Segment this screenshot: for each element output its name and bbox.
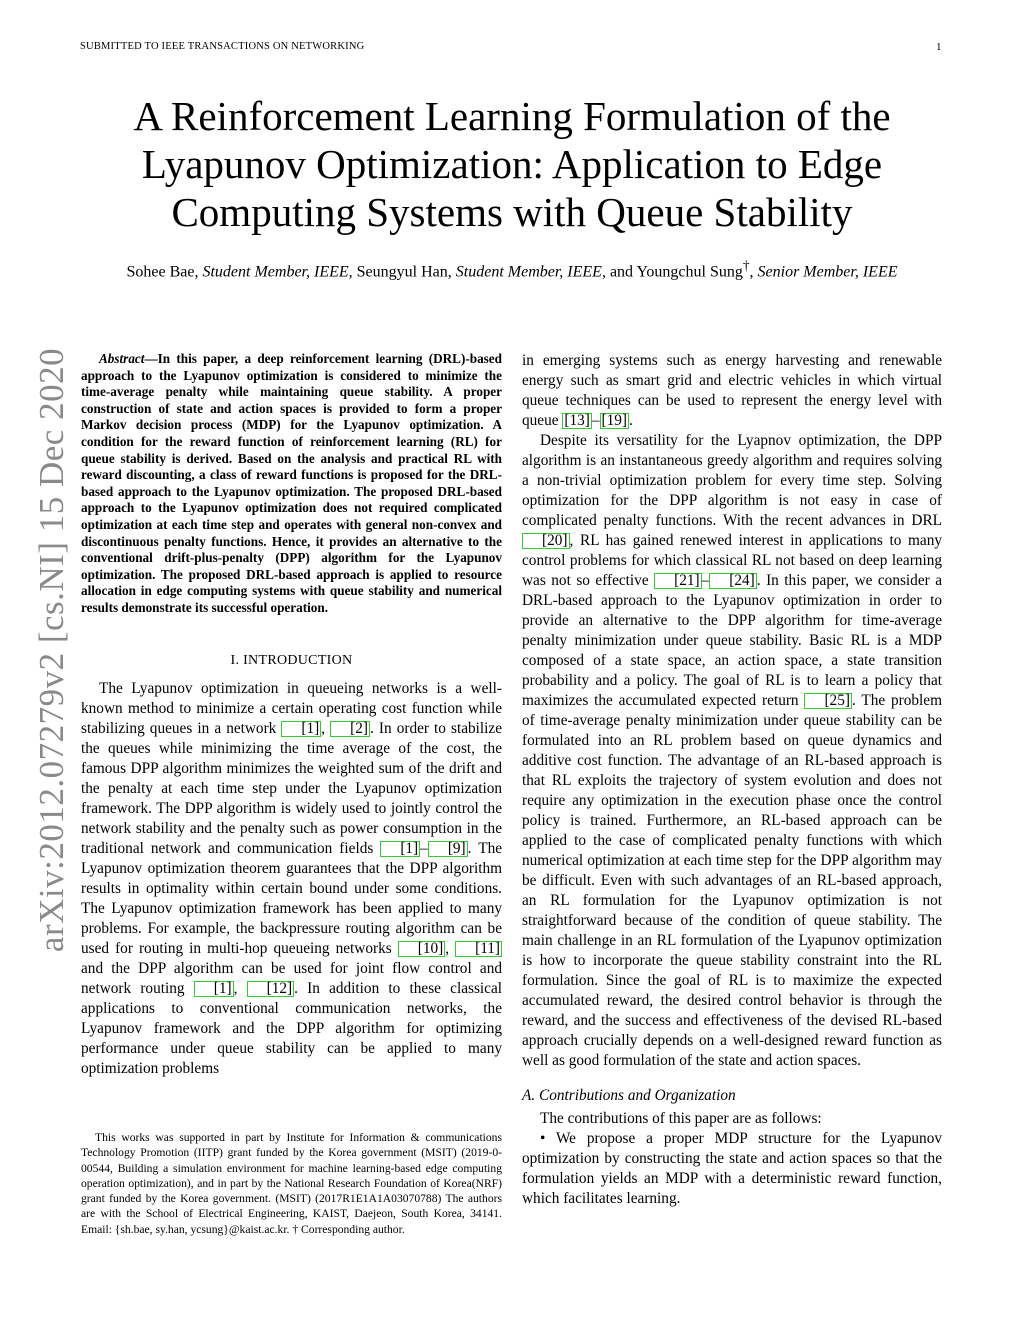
intro-paragraph-1 bbox=[81, 679, 502, 1079]
arxiv-stamp: arXiv:2012.07279v2 [cs.NI] 15 Dec 2020 bbox=[32, 347, 71, 953]
author-1-role: Student Member, IEEE bbox=[202, 263, 349, 281]
text-run: , bbox=[445, 939, 456, 957]
text-run: – bbox=[701, 572, 710, 589]
text-run: . The Lyapunov optimization theorem guarantees that the DPP algorithm results in optimality within certain bound under some conditions. The Lyapunov optimization framework has been applied to many problems. For example, the backpressure routing algorithm can be used for routing in multi-hop queueing networks bbox=[81, 839, 503, 957]
text-run: . In addition to these classical applications to conventional communication networks, the Lyapunov framework and the DPP algorithm for optimizing performance under queue stability can be applied to many optimization problems bbox=[81, 979, 502, 1077]
right-column bbox=[522, 351, 942, 1209]
text-run: – bbox=[591, 412, 600, 429]
author-separator: , bbox=[749, 263, 758, 281]
text-run: – bbox=[420, 839, 428, 857]
citation-link[interactable]: [12] bbox=[247, 981, 295, 997]
text-run: . In order to stabilize the queues while minimizing the time average of the cost, the famous DPP algorithm minimizes the weighted sum of the drift and the penalty at each time step under the Lyapunov optimization framework. The DPP algorithm is widely used to jointly control the network stability and the penalty such as power consumption in the traditional network and communication fields bbox=[81, 719, 502, 857]
text-run: , bbox=[233, 979, 247, 997]
text-run: in emerging systems such as energy harvesting and renewable energy such as smart grid and electric vehicles in which virtual queue techniques can be used to represent the energy level with queue bbox=[522, 352, 942, 429]
abstract-label: Abstract bbox=[99, 351, 145, 366]
citation-link[interactable]: [19] bbox=[601, 412, 628, 429]
citation-link[interactable]: [2] bbox=[330, 721, 370, 737]
citation-link[interactable]: [10] bbox=[398, 941, 446, 957]
citation-link[interactable]: [20] bbox=[522, 533, 570, 549]
intro-paragraph-2 bbox=[522, 431, 942, 1071]
text-run: Despite its versatility for the Lyapnov optimization, the DPP algorithm is an instantaneous greedy algorithm and requires solving a non-trivial optimization problem for every time step. Solving optimization for the DPP algorithm is not easy in case of complicated penalty functions. With the recent advances in DRL bbox=[522, 432, 942, 529]
contribution-bullet-1: • We propose a proper MDP structure for the Lyapunov optimization by constructing the state and action spaces so that the formulation yields an MDP with a deterministic reward function, which facilitates learning. bbox=[522, 1130, 942, 1207]
abstract bbox=[81, 351, 502, 617]
text-run: , bbox=[321, 719, 331, 737]
running-header: SUBMITTED TO IEEE TRANSACTIONS ON NETWORKING bbox=[80, 41, 365, 52]
citation-link[interactable]: [11] bbox=[455, 941, 502, 957]
contributions-intro: The contributions of this paper are as follows: bbox=[540, 1110, 822, 1127]
author-list bbox=[90, 254, 934, 283]
author-3-role: Senior Member, IEEE bbox=[757, 263, 898, 281]
text-run: . In this paper, we consider a DRL-based approach to the Lyapunov optimization in order to provide an alternative to the DPP algorithm for time-average penalty minimization under queue stability. Basic RL is a MDP composed of a state space, an action space, a state transition probability and a policy. The goal of RL is to learn a policy that maximizes the accumulated expected return bbox=[522, 572, 942, 709]
text-run: . The problem of time-average penalty minimization under queue stability can be formulated into an RL problem based on queue dynamics and additive cost function. The advantage of an RL-based approach is that RL exploits the trajectory of system evolution and does not require any optimization in the execution phase once the control policy is trained. Furthermore, an RL-based approach can be applied to the case of complicated penalty functions with which numerical optimization at each time step for the DPP algorithm may be difficult. Even with such advantages of an RL-based approach, an RL formulation for the Lyapunov optimization is not straightforward because of the condition of queue stability. The main challenge in an RL formulation of the Lyapunov optimization is how to incorporate the queue stability constraint into the RL formulation. Since the goal of RL is to maximize the expected accumulated reward, the desired control behavior is through the reward, and the success and effectiveness of the devised RL-based approach crucially depends on a well-designed reward function as well as good formulation of the state and action spaces. bbox=[522, 692, 942, 1069]
citation-link[interactable]: [1] bbox=[380, 841, 420, 857]
paper-title: A Reinforcement Learning Formulation of the Lyapunov Optimization: Application to Edge Computing Systems with Queue Stability bbox=[133, 93, 891, 235]
author-2: , Seungyul Han, bbox=[348, 263, 456, 281]
left-column bbox=[81, 351, 502, 1079]
text-run: . bbox=[629, 412, 633, 429]
citation-link[interactable]: [21] bbox=[654, 573, 702, 589]
subsection-heading-contributions: A. Contributions and Organization bbox=[522, 1087, 736, 1104]
text-run: The Lyapunov optimization in queueing networks is a well-known method to minimize a certain operating cost function while stabilizing queues in a network bbox=[81, 679, 502, 737]
author-1: Sohee Bae, bbox=[126, 263, 203, 281]
intro-paragraph-continued bbox=[522, 351, 942, 431]
abstract-dash: — bbox=[144, 351, 158, 366]
citation-link[interactable]: [9] bbox=[428, 841, 468, 857]
citation-link[interactable]: [13] bbox=[564, 412, 590, 429]
page-number: 1 bbox=[936, 41, 942, 53]
citation-link[interactable]: [1] bbox=[281, 721, 321, 737]
author-3: , and Youngchul Sung bbox=[601, 263, 743, 281]
author-2-role: Student Member, IEEE bbox=[455, 263, 602, 281]
text-run: and the DPP algorithm can be used for joint flow control and network routing bbox=[81, 959, 502, 997]
section-heading-introduction: I. INTRODUCTION bbox=[230, 652, 353, 668]
corresponding-mark: † bbox=[742, 258, 750, 273]
citation-link[interactable]: [25] bbox=[804, 693, 852, 709]
citation-link[interactable]: [1] bbox=[194, 981, 234, 997]
abstract-text: In this paper, a deep reinforcement learning (DRL)-based approach to the Lyapunov optimization is considered to minimize the time-average penalty while maintaining queue stability. A proper construction of state and action spaces is provided to form a proper Markov decision process (MDP) for the Lyapunov optimization. A condition for the reward function of reinforcement learning (RL) for queue stability is derived. Based on the analysis and practical RL with reward discounting, a class of reward functions is proposed for the DRL-based approach to the Lyapunov optimization. The proposed DRL-based approach to the Lyapunov optimization does not required complicated optimization at each time step and operates with general non-convex and discontinuous penalty functions. Hence, it provides an alternative to the conventional drift-plus-penalty (DPP) algorithm for the Lyapunov optimization. The proposed DRL-based approach is applied to resource allocation in edge computing systems with queue stability and numerical results demonstrate its successful operation. bbox=[81, 351, 502, 615]
funding-footnote: This works was supported in part by Institute for Information & communications Technology Promotion (IITP) grant funded by the Korea government (MSIT) (2019-0-00544, Building a simulation environment for machine learning-based edge computing operation optimization), and in part by the National Research Foundation of Korea(NRF) grant funded by the Korea government. (MSIT) (2017R1E1A1A03070788) The authors are with the School of Electrical Engineering, KAIST, Daejeon, South Korea, 34141. Email: {sh.bae, sy.han, ycsung}@kaist.ac.kr. † Corresponding author. bbox=[81, 1131, 502, 1236]
text-run: , RL has gained renewed interest in applications to many control problems for which classical RL not based on deep learning was not so effective bbox=[522, 532, 942, 589]
citation-link[interactable]: [24] bbox=[709, 573, 757, 589]
